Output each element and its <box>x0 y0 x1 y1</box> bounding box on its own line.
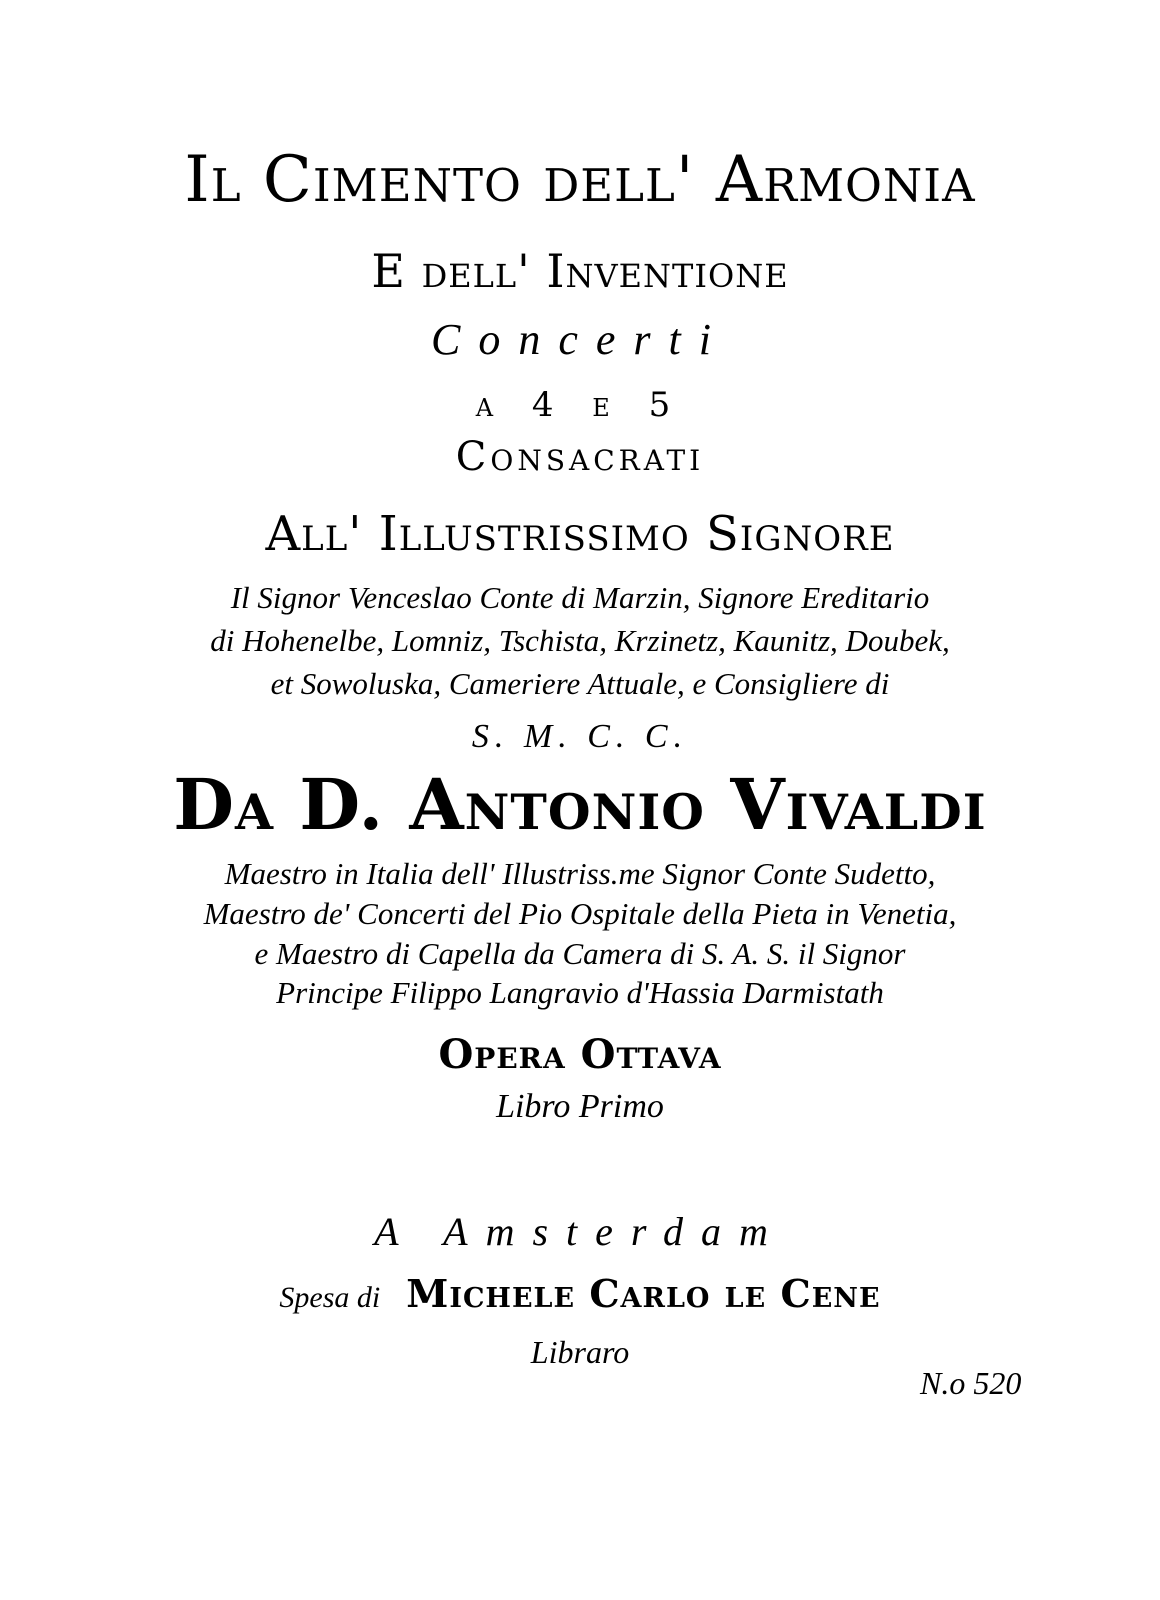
title-line-inventione: E dell' Inventione <box>371 244 789 298</box>
opus-title: Opera Ottava <box>438 1031 722 1078</box>
composer-title-2: Maestro de' Concerti del Pio Ospitale della Pieta in Venetia, <box>203 896 957 931</box>
imprint-publisher-line <box>0 1271 1160 1316</box>
imprint-spese-prefix: Spesa di <box>279 1281 381 1314</box>
composer-title-3: e Maestro di Capella da Camera di S. A. S. il Signor <box>254 936 906 971</box>
opus-book: Libro Primo <box>496 1088 664 1125</box>
imprint-publisher-name: Michele Carlo le Cene <box>406 1271 881 1316</box>
title-line-main: Il Cimento dell' Armonia <box>184 143 976 217</box>
title-line-consacrati: Consacrati <box>455 434 705 480</box>
imprint-publisher-role: Libraro <box>530 1334 630 1370</box>
title-line-concerti: Concerti <box>431 315 729 364</box>
dedication-line-1: Il Signor Venceslao Conte di Marzin, Signore Ereditario <box>230 580 930 615</box>
dedication-line-2: di Hohenelbe, Lomniz, Tschista, Krzinetz, Kaunitz, Doubek, <box>210 623 950 658</box>
imprint-city: A Amsterdam <box>374 1209 786 1254</box>
composer-title-4: Principe Filippo Langravio d'Hassia Darmistath <box>276 975 884 1010</box>
composer-name: Da D. Antonio Vivaldi <box>173 763 987 846</box>
dedication-heading: All' Illustrissimo Signore <box>265 506 895 562</box>
dedication-abbrev: S. M. C. C. <box>471 718 689 755</box>
title-line-scoring: a 4 e 5 <box>475 385 685 425</box>
composer-title-1: Maestro in Italia dell' Illustriss.me Signor Conte Sudetto, <box>224 856 936 891</box>
plate-number: N.o 520 <box>920 1365 1022 1401</box>
dedication-line-3: et Sowoluska, Cameriere Attuale, e Consigliere di <box>270 666 890 701</box>
